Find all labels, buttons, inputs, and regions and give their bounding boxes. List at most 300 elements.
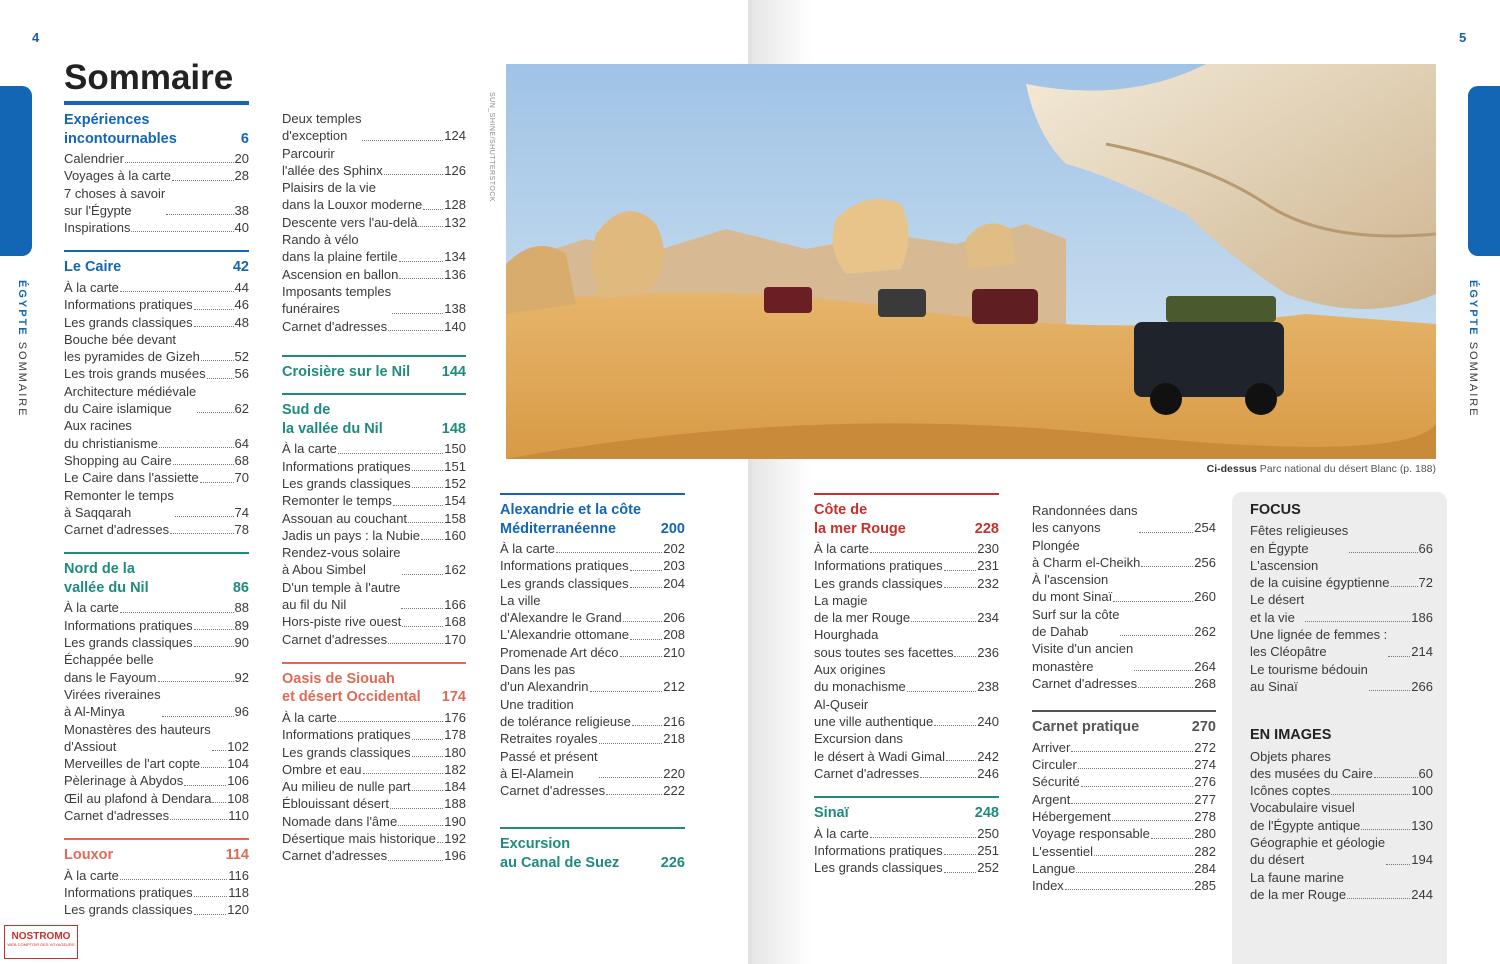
toc-entry[interactable]: [64, 772, 249, 789]
toc-entry[interactable]: [1250, 782, 1433, 799]
toc-entry[interactable]: [64, 686, 249, 721]
toc-entry[interactable]: [282, 726, 466, 743]
toc-column-1: [64, 103, 249, 919]
toc-entry[interactable]: [64, 651, 249, 686]
toc-entry-page: 40: [234, 220, 249, 236]
toc-entry[interactable]: [1032, 537, 1216, 572]
toc-entry-label: Retraites royales: [500, 731, 598, 747]
dot-leader: [944, 872, 977, 873]
toc-entry-label: Carnet d'adresses: [282, 318, 388, 334]
dot-leader: [194, 309, 234, 310]
dot-leader: [944, 587, 977, 588]
toc-entry[interactable]: [282, 744, 466, 761]
toc-entry-page: 272: [1194, 739, 1216, 755]
dot-leader: [408, 522, 443, 523]
toc-entry-label: Géographie et géologie du désert: [1250, 835, 1386, 868]
toc-section-heading[interactable]: [282, 662, 466, 707]
toc-entry-page: 216: [663, 713, 685, 729]
toc-section-heading[interactable]: [64, 552, 249, 597]
caption-label: Ci-dessus: [1206, 463, 1257, 475]
toc-entry[interactable]: [814, 842, 999, 859]
dot-leader: [175, 516, 234, 517]
dot-leader: [399, 261, 444, 262]
toc-entry-label: D'un temple à l'autre au fil du Nil: [282, 579, 401, 613]
toc-section: [500, 493, 685, 799]
toc-entry[interactable]: [282, 709, 466, 726]
toc-entry-label: Informations pratiques: [64, 617, 193, 633]
toc-entry[interactable]: [282, 613, 466, 630]
dot-leader: [606, 794, 662, 795]
toc-entry[interactable]: [282, 847, 466, 864]
dot-leader: [1331, 794, 1410, 795]
toc-entry[interactable]: [282, 283, 466, 318]
toc-entry-label: Randonnées dans les canyons: [1032, 503, 1138, 536]
toc-entry[interactable]: [1032, 860, 1216, 877]
dot-leader: [630, 587, 663, 588]
dot-leader: [402, 574, 444, 575]
toc-entry-label: L'ascension de la cuisine égyptienne: [1250, 557, 1390, 591]
toc-entry-label: Les grands classiques: [500, 575, 629, 591]
toc-section-heading[interactable]: [64, 250, 249, 277]
toc-entry[interactable]: [282, 761, 466, 778]
toc-section-heading[interactable]: [282, 355, 466, 382]
dot-leader: [401, 608, 443, 609]
toc-section-heading[interactable]: [282, 393, 466, 438]
toc-entry[interactable]: [500, 557, 685, 574]
toc-entry-label: À la carte: [500, 541, 555, 556]
toc-entry-label: Voyages à la carte: [64, 168, 171, 184]
toc-entry[interactable]: [64, 185, 249, 220]
toc-entry[interactable]: [814, 696, 999, 731]
toc-entry-page: 210: [663, 644, 685, 660]
toc-entry-page: 78: [234, 522, 249, 538]
toc-entry-page: 214: [1411, 644, 1433, 660]
dot-leader: [1151, 838, 1193, 839]
dot-leader: [158, 681, 234, 682]
toc-entry[interactable]: [282, 440, 466, 457]
toc-entry[interactable]: [814, 557, 999, 574]
dot-leader: [1134, 670, 1193, 671]
toc-section: [500, 827, 685, 872]
toc-entry-page: 90: [234, 635, 249, 651]
toc-entry-label: Arriver: [1032, 739, 1071, 755]
toc-entry-page: 251: [977, 842, 999, 858]
dot-leader: [1065, 889, 1193, 890]
toc-entry[interactable]: [1250, 522, 1433, 557]
dot-leader: [194, 914, 227, 915]
toc-entry-page: 120: [227, 902, 249, 918]
nostromo-logo: [4, 925, 78, 959]
toc-entry-label: Visite d'un ancien monastère: [1032, 641, 1134, 674]
toc-entry-label: Jadis un pays : la Nubie: [282, 527, 421, 543]
toc-entry-label: Échappée belle dans le Fayoum: [64, 652, 157, 685]
toc-entry-page: 102: [227, 738, 249, 754]
toc-entry[interactable]: [500, 661, 685, 696]
toc-entry[interactable]: [64, 365, 249, 382]
toc-entry[interactable]: [1032, 808, 1216, 825]
toc-entry-label: La faune marine de la mer Rouge: [1250, 869, 1347, 902]
toc-entry-page: 236: [977, 644, 999, 660]
toc-entry-page: 154: [444, 493, 466, 509]
toc-entry[interactable]: [64, 150, 249, 167]
toc-section-title: Alexandrie et la côte Méditerranéenne: [500, 502, 642, 537]
toc-entry[interactable]: [282, 579, 466, 614]
toc-entry-page: 132: [444, 214, 466, 230]
toc-entry-page: 194: [1411, 852, 1433, 868]
toc-entry[interactable]: [1250, 799, 1433, 834]
toc-entry[interactable]: [1032, 739, 1216, 756]
toc-entry[interactable]: [814, 825, 999, 842]
dot-leader: [620, 656, 663, 657]
toc-entry[interactable]: [64, 721, 249, 756]
dot-leader: [184, 785, 226, 786]
toc-entry-page: 262: [1194, 624, 1216, 640]
toc-entry-page: 190: [444, 813, 466, 829]
focus-list: [1250, 522, 1433, 695]
toc-entry-page: 184: [444, 779, 466, 795]
dot-leader: [599, 743, 663, 744]
toc-entry-label: Le désert et la vie: [1250, 592, 1305, 625]
toc-entry-page: 222: [663, 783, 685, 799]
dot-leader: [1391, 586, 1418, 587]
dot-leader: [402, 626, 443, 627]
side-label-left: [16, 280, 28, 418]
toc-entry-page: 188: [444, 796, 466, 812]
dot-leader: [172, 180, 234, 181]
toc-entry[interactable]: [282, 266, 466, 283]
toc-section: [64, 552, 249, 824]
dot-leader: [934, 725, 976, 726]
toc-entry[interactable]: [282, 510, 466, 527]
toc-section-heading[interactable]: [814, 493, 999, 538]
dot-leader: [944, 570, 977, 571]
toc-entry-label: 7 choses à savoir sur l'Égypte: [64, 185, 166, 218]
dot-leader: [412, 790, 444, 791]
toc-entry[interactable]: [64, 469, 249, 486]
toc-entry[interactable]: [64, 331, 249, 366]
toc-entry-page: 231: [977, 558, 999, 574]
toc-entry[interactable]: [282, 795, 466, 812]
toc-entry[interactable]: [64, 167, 249, 184]
toc-entry[interactable]: [814, 730, 999, 765]
toc-entry-label: Remonter le temps: [282, 493, 392, 509]
toc-entry[interactable]: [500, 748, 685, 783]
toc-entry[interactable]: [64, 452, 249, 469]
toc-entry-label: Calendrier: [64, 151, 124, 166]
dot-leader: [1374, 777, 1418, 778]
toc-entry[interactable]: [64, 219, 249, 236]
toc-entry-label: Descente vers l'au-delà: [282, 214, 418, 230]
toc-entry-page: 256: [1194, 554, 1216, 570]
toc-entry-label: Shopping au Caire: [64, 452, 172, 468]
toc-entry-label: À la carte: [282, 709, 337, 725]
toc-entry-page: 28: [234, 168, 249, 184]
toc-entry[interactable]: [282, 527, 466, 544]
toc-entry[interactable]: [1250, 557, 1433, 592]
dot-leader: [393, 505, 443, 506]
toc-section-page: 6: [240, 130, 249, 147]
toc-entry[interactable]: [64, 279, 249, 296]
toc-entry-label: Remonter le temps à Saqqarah: [64, 487, 174, 520]
toc-entry[interactable]: [64, 296, 249, 313]
dot-leader: [1305, 621, 1410, 622]
toc-entry-label: Fêtes religieuses en Égypte: [1250, 523, 1349, 556]
toc-entry-page: 285: [1194, 878, 1216, 894]
page-number-right: 5: [1459, 30, 1467, 45]
toc-entry[interactable]: [814, 592, 999, 627]
toc-entry[interactable]: [282, 631, 466, 648]
toc-entry[interactable]: [64, 755, 249, 772]
toc-section-heading[interactable]: [64, 103, 249, 148]
toc-section-page: 144: [441, 363, 466, 380]
dot-leader: [173, 464, 234, 465]
desert-photo: [506, 64, 1436, 459]
toc-entry-label: Une lignée de femmes : les Cléopâtre: [1250, 627, 1388, 660]
toc-entry-label: Promenade Art déco: [500, 644, 619, 660]
toc-section-title: Excursion au Canal de Suez: [500, 836, 620, 871]
toc-entry[interactable]: [1032, 791, 1216, 808]
toc-entry[interactable]: [282, 475, 466, 492]
toc-entry[interactable]: [282, 179, 466, 214]
toc-entry[interactable]: [64, 314, 249, 331]
toc-section-heading[interactable]: [64, 838, 249, 865]
dot-leader: [131, 231, 233, 232]
toc-entry[interactable]: [282, 813, 466, 830]
toc-entry[interactable]: [282, 458, 466, 475]
toc-entry-page: 152: [444, 475, 466, 491]
toc-entry-page: 266: [1411, 678, 1433, 694]
focus-heading: FOCUS: [1250, 502, 1301, 518]
toc-entry-page: 60: [1418, 765, 1433, 781]
toc-entry[interactable]: [500, 626, 685, 643]
toc-entry-label: Informations pratiques: [814, 558, 943, 574]
toc-entry[interactable]: [64, 521, 249, 538]
photo-caption: [1207, 463, 1436, 475]
toc-entry-page: 140: [444, 318, 466, 334]
toc-entry[interactable]: [282, 214, 466, 231]
toc-entry[interactable]: [814, 575, 999, 592]
toc-entry[interactable]: [64, 487, 249, 522]
toc-section-heading[interactable]: [1032, 710, 1216, 737]
toc-section: [64, 838, 249, 918]
toc-entry-page: 48: [234, 314, 249, 330]
dot-leader: [1388, 656, 1410, 657]
dot-leader: [200, 482, 234, 483]
toc-entry-label: L'essentiel: [1032, 843, 1094, 859]
toc-entry-label: Les grands classiques: [64, 635, 193, 651]
toc-section-page: 228: [974, 520, 999, 537]
dot-leader: [363, 773, 444, 774]
toc-entry[interactable]: [1250, 591, 1433, 626]
toc-entry[interactable]: [282, 231, 466, 266]
dot-leader: [907, 691, 977, 692]
dot-leader: [120, 612, 234, 613]
toc-entry-label: Al-Quseir une ville authentique: [814, 696, 934, 729]
toc-entry[interactable]: [282, 830, 466, 847]
toc-entry-label: Carnet d'adresses: [500, 783, 606, 799]
toc-entry[interactable]: [282, 778, 466, 795]
toc-entry-page: 178: [444, 727, 466, 743]
toc-entry-label: Le Caire dans l'assiette: [64, 470, 199, 486]
toc-entry[interactable]: [64, 634, 249, 651]
dot-leader: [194, 629, 234, 630]
toc-entry[interactable]: [282, 145, 466, 180]
toc-entry[interactable]: [64, 417, 249, 452]
toc-entry[interactable]: [64, 383, 249, 418]
toc-entry[interactable]: [64, 884, 249, 901]
toc-entry[interactable]: [1250, 626, 1433, 661]
toc-entry-page: 206: [663, 610, 685, 626]
toc-entry-page: 238: [977, 679, 999, 695]
toc-entry[interactable]: [1032, 756, 1216, 773]
toc-entry-page: 268: [1194, 675, 1216, 691]
toc-entry-label: Informations pratiques: [282, 727, 411, 743]
dot-leader: [590, 691, 663, 692]
toc-entry[interactable]: [1032, 502, 1216, 537]
toc-section: [282, 110, 466, 335]
toc-column-3: [500, 493, 685, 874]
toc-entry[interactable]: [1032, 675, 1216, 692]
toc-entry-label: Merveilles de l'art copte: [64, 756, 201, 772]
toc-entry-page: 20: [234, 151, 249, 166]
toc-entry-label: La ville d'Alexandre le Grand: [500, 592, 622, 626]
toc-entry[interactable]: [1250, 661, 1433, 696]
toc-entry[interactable]: [64, 807, 249, 824]
toc-entry[interactable]: [64, 790, 249, 807]
toc-entry-page: 136: [444, 266, 466, 282]
toc-entry[interactable]: [1032, 843, 1216, 860]
dot-leader: [1120, 635, 1193, 636]
desert-landscape-image: [506, 64, 1436, 459]
toc-entry[interactable]: [1032, 606, 1216, 641]
toc-entry-page: 276: [1194, 774, 1216, 790]
toc-entry-label: Au milieu de nulle part: [282, 779, 411, 795]
dot-leader: [1078, 768, 1194, 769]
toc-entry-label: Informations pratiques: [282, 458, 411, 474]
toc-entry-page: 116: [228, 867, 249, 883]
toc-section: [1032, 502, 1216, 692]
toc-entry[interactable]: [814, 626, 999, 661]
toc-section-title: Croisière sur le Nil: [282, 363, 411, 380]
dot-leader: [418, 226, 443, 227]
toc-entry-page: 192: [444, 831, 466, 846]
toc-entry-label: Les grands classiques: [814, 860, 943, 876]
page-number-left: 4: [32, 30, 40, 45]
toc-entry-page: 186: [1411, 609, 1433, 625]
toc-entry-page: 278: [1194, 808, 1216, 824]
toc-entry-label: Pèlerinage à Abydos: [64, 773, 184, 789]
dot-leader: [1349, 552, 1417, 553]
toc-entry-label: Les grands classiques: [282, 744, 411, 760]
dot-leader: [398, 825, 443, 826]
dot-leader: [946, 760, 976, 761]
thumb-tab-right: [1468, 86, 1500, 256]
toc-entry-page: 168: [444, 614, 466, 630]
images-list: [1250, 748, 1433, 904]
toc-entry[interactable]: [500, 644, 685, 661]
dot-leader: [630, 639, 662, 640]
dot-leader: [599, 777, 663, 778]
toc-entry-page: 64: [234, 435, 249, 451]
dot-leader: [159, 447, 234, 448]
toc-entry[interactable]: [500, 592, 685, 627]
toc-entry-label: Les grands classiques: [814, 575, 943, 591]
toc-entry[interactable]: [64, 901, 249, 918]
toc-entry[interactable]: [282, 110, 466, 145]
toc-entry[interactable]: [64, 867, 249, 884]
toc-entry-page: 124: [444, 128, 466, 144]
toc-entry[interactable]: [1250, 748, 1433, 783]
dot-leader: [423, 209, 443, 210]
side-label-right: [1467, 280, 1479, 418]
toc-section-page: 86: [232, 579, 249, 596]
toc-entry-page: 62: [234, 401, 249, 417]
toc-entry-label: À la carte: [814, 825, 869, 841]
toc-entry[interactable]: [500, 782, 685, 799]
toc-entry[interactable]: [814, 859, 999, 876]
toc-entry-label: Carnet d'adresses: [814, 765, 920, 781]
toc-entry[interactable]: [500, 540, 685, 557]
toc-entry-page: 240: [977, 713, 999, 729]
toc-entry-label: Bouche bée devant les pyramides de Gizeh: [64, 331, 200, 365]
toc-entry[interactable]: [814, 661, 999, 696]
toc-entry[interactable]: [500, 575, 685, 592]
toc-entry[interactable]: [1250, 869, 1433, 904]
toc-entry-page: 162: [444, 562, 466, 578]
toc-section-heading[interactable]: [500, 827, 685, 872]
toc-entry-label: Éblouissant désert: [282, 796, 389, 812]
toc-section-title: Le Caire: [64, 259, 122, 276]
toc-entry[interactable]: [814, 540, 999, 557]
toc-entry-page: 282: [1194, 843, 1216, 859]
toc-entry-page: 56: [234, 366, 249, 382]
toc-entry-page: 104: [227, 756, 249, 772]
toc-section-heading[interactable]: [814, 796, 999, 823]
dot-leader: [1112, 820, 1194, 821]
toc-entry-label: Excursion dans le désert à Wadi Gimal: [814, 731, 946, 764]
toc-entry[interactable]: [282, 492, 466, 509]
dot-leader: [1361, 829, 1410, 830]
toc-entry[interactable]: [1032, 571, 1216, 606]
toc-entry[interactable]: [1250, 834, 1433, 869]
toc-entry-page: 246: [977, 765, 999, 781]
toc-section-heading[interactable]: [500, 493, 685, 538]
toc-entry[interactable]: [500, 696, 685, 731]
toc-entry[interactable]: [282, 544, 466, 579]
toc-entry-page: 150: [444, 441, 466, 457]
toc-entry-label: Index: [1032, 878, 1064, 894]
toc-entry[interactable]: [64, 599, 249, 616]
toc-entry-page: 38: [234, 202, 249, 218]
toc-entry[interactable]: [1032, 877, 1216, 894]
toc-entry-page: 252: [977, 860, 999, 876]
dot-leader: [201, 767, 226, 768]
toc-entry-page: 264: [1194, 658, 1216, 674]
dot-leader: [632, 725, 662, 726]
toc-entry[interactable]: [282, 318, 466, 335]
toc-entry[interactable]: [64, 617, 249, 634]
toc-entry-page: 274: [1194, 757, 1216, 773]
toc-entry-label: Informations pratiques: [64, 297, 193, 313]
toc-entry[interactable]: [500, 730, 685, 747]
toc-entry[interactable]: [1032, 825, 1216, 842]
toc-entry[interactable]: [1032, 640, 1216, 675]
toc-entry-label: Carnet d'adresses: [64, 808, 170, 823]
dot-leader: [1141, 566, 1193, 567]
toc-entry[interactable]: [814, 765, 999, 782]
toc-section: [814, 493, 999, 782]
toc-entry[interactable]: [1032, 773, 1216, 790]
